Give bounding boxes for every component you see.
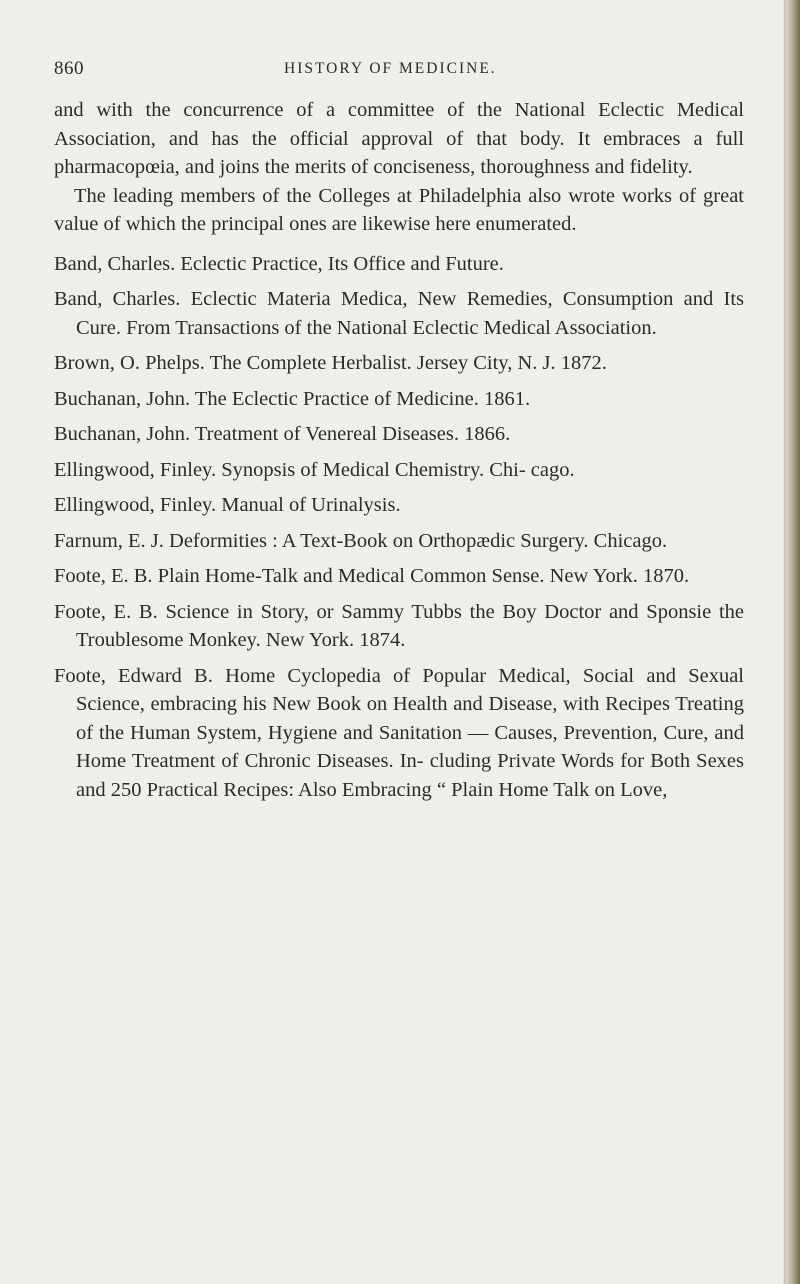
- bibliography-entry: Buchanan, John. Treatment of Venereal Diseases. 1866.: [54, 423, 511, 445]
- bibliography-entry: Foote, E. B. Science in Story, or Sammy Tubbs the Boy Doctor and Sponsie the Troublesome Monkey. New York. 1874.: [54, 600, 744, 651]
- bibliography-entry: Foote, Edward B. Home Cyclopedia of Popular Medical, Social and Sexual Science, embracing his New Book on Health and Disease, with Recipes Treating of the Human System, Hygiene and Sanitation — Causes, Prevention, Cure, and Home Treatment of Chronic Diseases. In- cluding Private Words for Both Sexes and 250 Practical Recipes: Also Embracing “ Plain Home Talk on Love,: [54, 664, 744, 801]
- bibliography-entry: Band, Charles. Eclectic Practice, Its Office and Future.: [54, 252, 504, 275]
- bibliography-entry: Ellingwood, Finley. Manual of Urinalysis.: [54, 494, 401, 516]
- bibliography-entry: Foote, E. B. Plain Home-Talk and Medical Common Sense. New York. 1870.: [54, 565, 690, 587]
- bibliography-list: [54, 250, 744, 805]
- bibliography-entry: Band, Charles. Eclectic Materia Medica, New Remedies, Consumption and Its Cure. From Transactions of the National Eclectic Medical Association.: [54, 288, 744, 339]
- page-edge-line: [784, 0, 786, 1284]
- running-head: [54, 58, 754, 88]
- running-title: HISTORY OF MEDICINE.: [284, 60, 497, 77]
- bibliography-entry: Buchanan, John. The Eclectic Practice of Medicine. 1861.: [54, 387, 531, 410]
- bibliography-entry: Farnum, E. J. Deformities : A Text-Book on Orthopædic Surgery. Chicago.: [54, 529, 668, 552]
- body-text: [54, 96, 744, 804]
- paragraph: The leading members of the Colleges at Philadelphia also wrote works of great value of which the principal ones are likewise here enumerated.: [54, 184, 744, 235]
- bibliography-entry: Brown, O. Phelps. The Complete Herbalist. Jersey City, N. J. 1872.: [54, 352, 607, 374]
- paragraph: and with the concurrence of a committee of the National Eclectic Medical Association, and has the official approval of that body. It embraces a full pharmacopœia, and joins the merits of conciseness, thoroughness and fidelity.: [54, 99, 744, 178]
- bibliography-entry: Ellingwood, Finley. Synopsis of Medical Chemistry. Chi- cago.: [54, 458, 575, 481]
- page-number: 860: [54, 58, 84, 79]
